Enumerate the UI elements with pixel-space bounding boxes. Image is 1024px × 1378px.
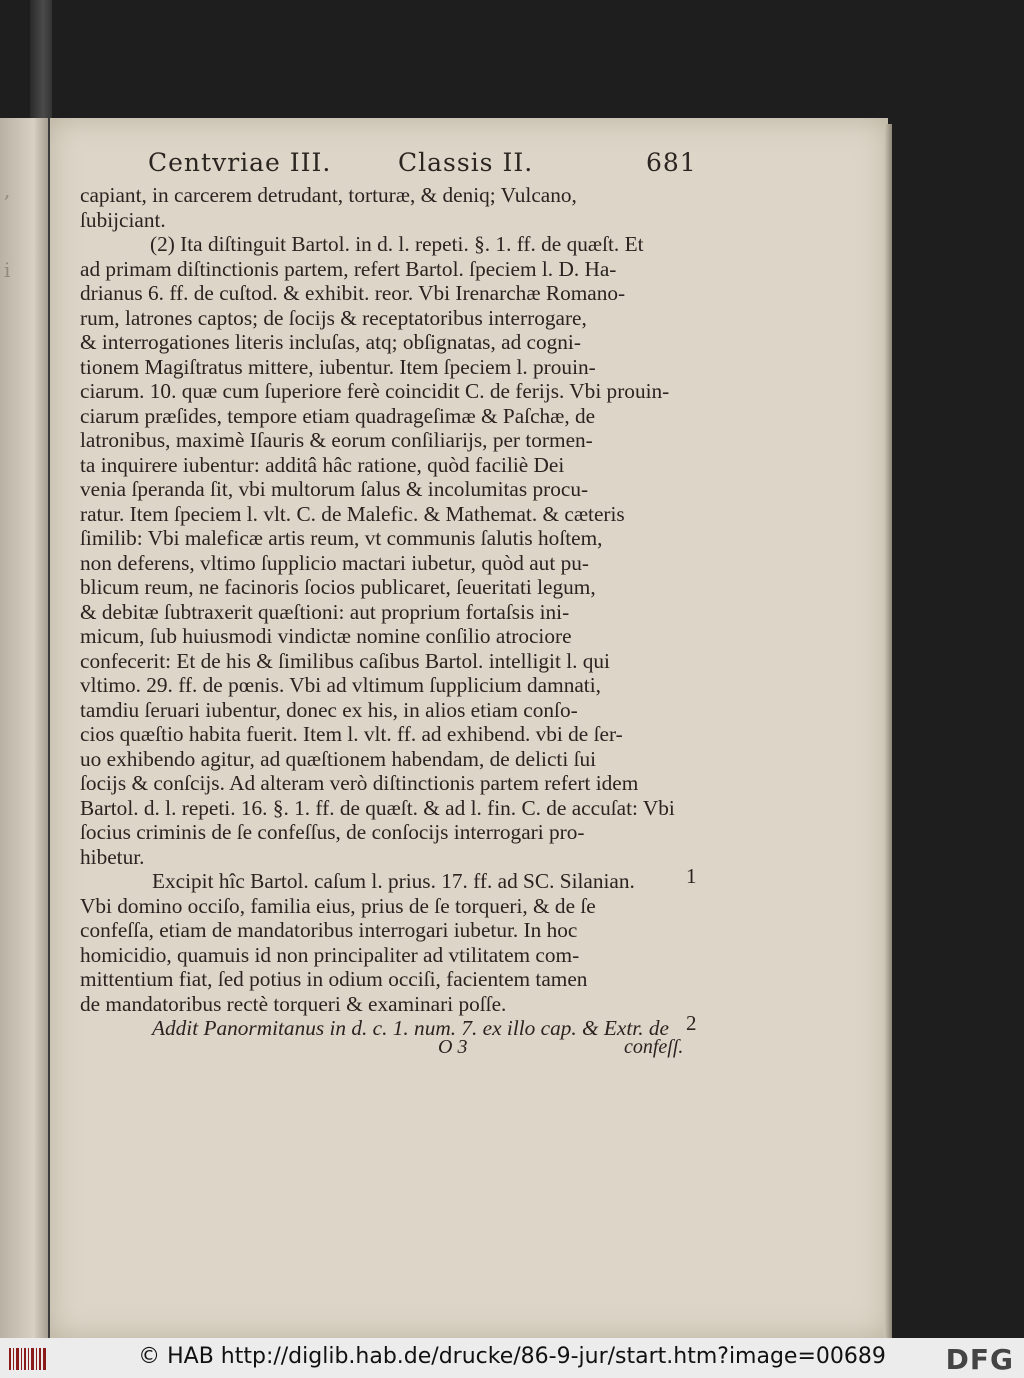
text-line: vltimo. 29. ff. de pœnis. Vbi ad vltimum ſupplicium damnati, (80, 673, 601, 697)
text-line: (2) Ita diſtinguit Bartol. in d. l. repeti. §. 1. ff. de quæſt. Et (150, 232, 644, 256)
text-line: non deferens, vltimo ſupplicio mactari iubetur, quòd aut pu- (80, 550, 589, 575)
page-number: 681 (646, 148, 697, 177)
text-line: ſimilib: Vbi maleficæ artis reum, vt communis ſalutis hoſtem, (80, 526, 603, 550)
text-line: uo exhibendo agitur, ad quæſtionem habendam, de delicti ſui (80, 746, 597, 771)
page-edge (884, 124, 892, 1338)
footer-bar (0, 1338, 1024, 1378)
margin-note: 2 (686, 1011, 697, 1035)
text-line: Vbi domino occiſo, familia eius, prius de ſe torqueri, & de ſe (80, 893, 596, 918)
dfg-logo: DFG (945, 1343, 1014, 1376)
text-line: Addit Panormitanus in d. c. 1. num. 7. ex illo cap. & Extr. de (152, 1016, 669, 1040)
text-line: & interrogationes literis incluſas, atq; obſignatas, ad cogni- (80, 330, 581, 354)
text-line: hibetur. (80, 844, 145, 869)
text-line: venia ſperanda ſit, vbi multorum ſalus & incolumitas procu- (80, 477, 589, 501)
text-line: ſubijciant. (80, 207, 166, 232)
text-line: ciarum præſides, tempore etiam quadrageſimæ & Paſchæ, de (80, 403, 596, 428)
text-line: tamdiu ſeruari iubentur, donec ex his, in alios etiam conſo- (80, 697, 578, 722)
text-line: drianus 6. ff. de cuſtod. & exhibit. reor. Vbi Irenarchæ Romano- (80, 281, 626, 305)
text-line: mittentium fiat, ſed potius in odium occiſi, facientem tamen (80, 967, 588, 991)
text-line: de mandatoribus rectè torqueri & examinari poſſe. (80, 991, 507, 1016)
text-line: Excipit hîc Bartol. caſum l. prius. 17. ff. ad SC. Silanian. (152, 869, 635, 893)
text-line: & debitæ ſubtraxerit quæſtioni: aut proprium fortaſsis ini- (80, 599, 570, 624)
catchword: confeſſ. (624, 1036, 684, 1058)
text-line: homicidio, quamuis id non principaliter ad vtilitatem com- (80, 942, 580, 967)
text-line: ta inquirere iubentur: additâ hâc ratione, quòd faciliè Dei (80, 452, 565, 477)
bleed-through: i (4, 258, 11, 282)
copyright-url[interactable]: © HAB http://diglib.hab.de/drucke/86-9-jur/start.htm?image=00689 (138, 1344, 886, 1369)
facing-page-edge (0, 118, 48, 1338)
text-line: Bartol. d. l. repeti. 16. §. 1. ff. de quæſt. & ad l. fin. C. de accuſat: Vbi (80, 795, 675, 820)
text-line: cios quæſtio habita fuerit. Item l. vlt. ff. ad exhibend. vbi de ſer- (80, 722, 623, 746)
text-line: ſocius criminis de ſe confeſſus, de conſocijs interrogari pro- (80, 820, 585, 844)
running-head-right: Classis II. (398, 148, 534, 177)
text-line: capiant, in carcerem detrudant, torturæ, & deniq; Vulcano, (80, 183, 577, 207)
page-body (80, 183, 690, 1041)
text-line: tionem Magiſtratus mittere, iubentur. Item ſpeciem l. prouin- (80, 354, 596, 379)
text-line: ratur. Item ſpeciem l. vlt. C. de Malefic. & Mathemat. & cæteris (80, 501, 625, 526)
signature-mark: O 3 (438, 1036, 468, 1058)
text-line: ſocijs & conſcijs. Ad alteram verò diſtinctionis partem refert idem (80, 771, 639, 795)
margin-note: 1 (686, 864, 697, 888)
text-line: confeſſa, etiam de mandatoribus interrogari iubetur. In hoc (80, 918, 578, 942)
text-line: rum, latrones captos; de ſocijs & receptatoribus interrogare, (80, 305, 587, 330)
text-line: ciarum. 10. quæ cum ſuperiore ferè coincidit C. de ferijs. Vbi prouin- (80, 379, 670, 403)
text-line: micum, ſub huiusmodi vindictæ nomine conſilio atrociore (80, 624, 572, 648)
text-line: ad primam diſtinctionis partem, refert Bartol. ſpeciem l. D. Ha- (80, 256, 617, 281)
text-line: confecerit: Et de his & ſimilibus caſibus Bartol. intelligit l. qui (80, 648, 610, 673)
text-line: latronibus, maximè Iſauris & eorum conſiliarijs, per tormen- (80, 428, 593, 452)
bleed-through: , (4, 178, 11, 202)
text-line: blicum reum, ne facinoris ſocios publicaret, ſeueritati legum, (80, 575, 596, 599)
running-head-left: Centvriae III. (148, 148, 332, 177)
